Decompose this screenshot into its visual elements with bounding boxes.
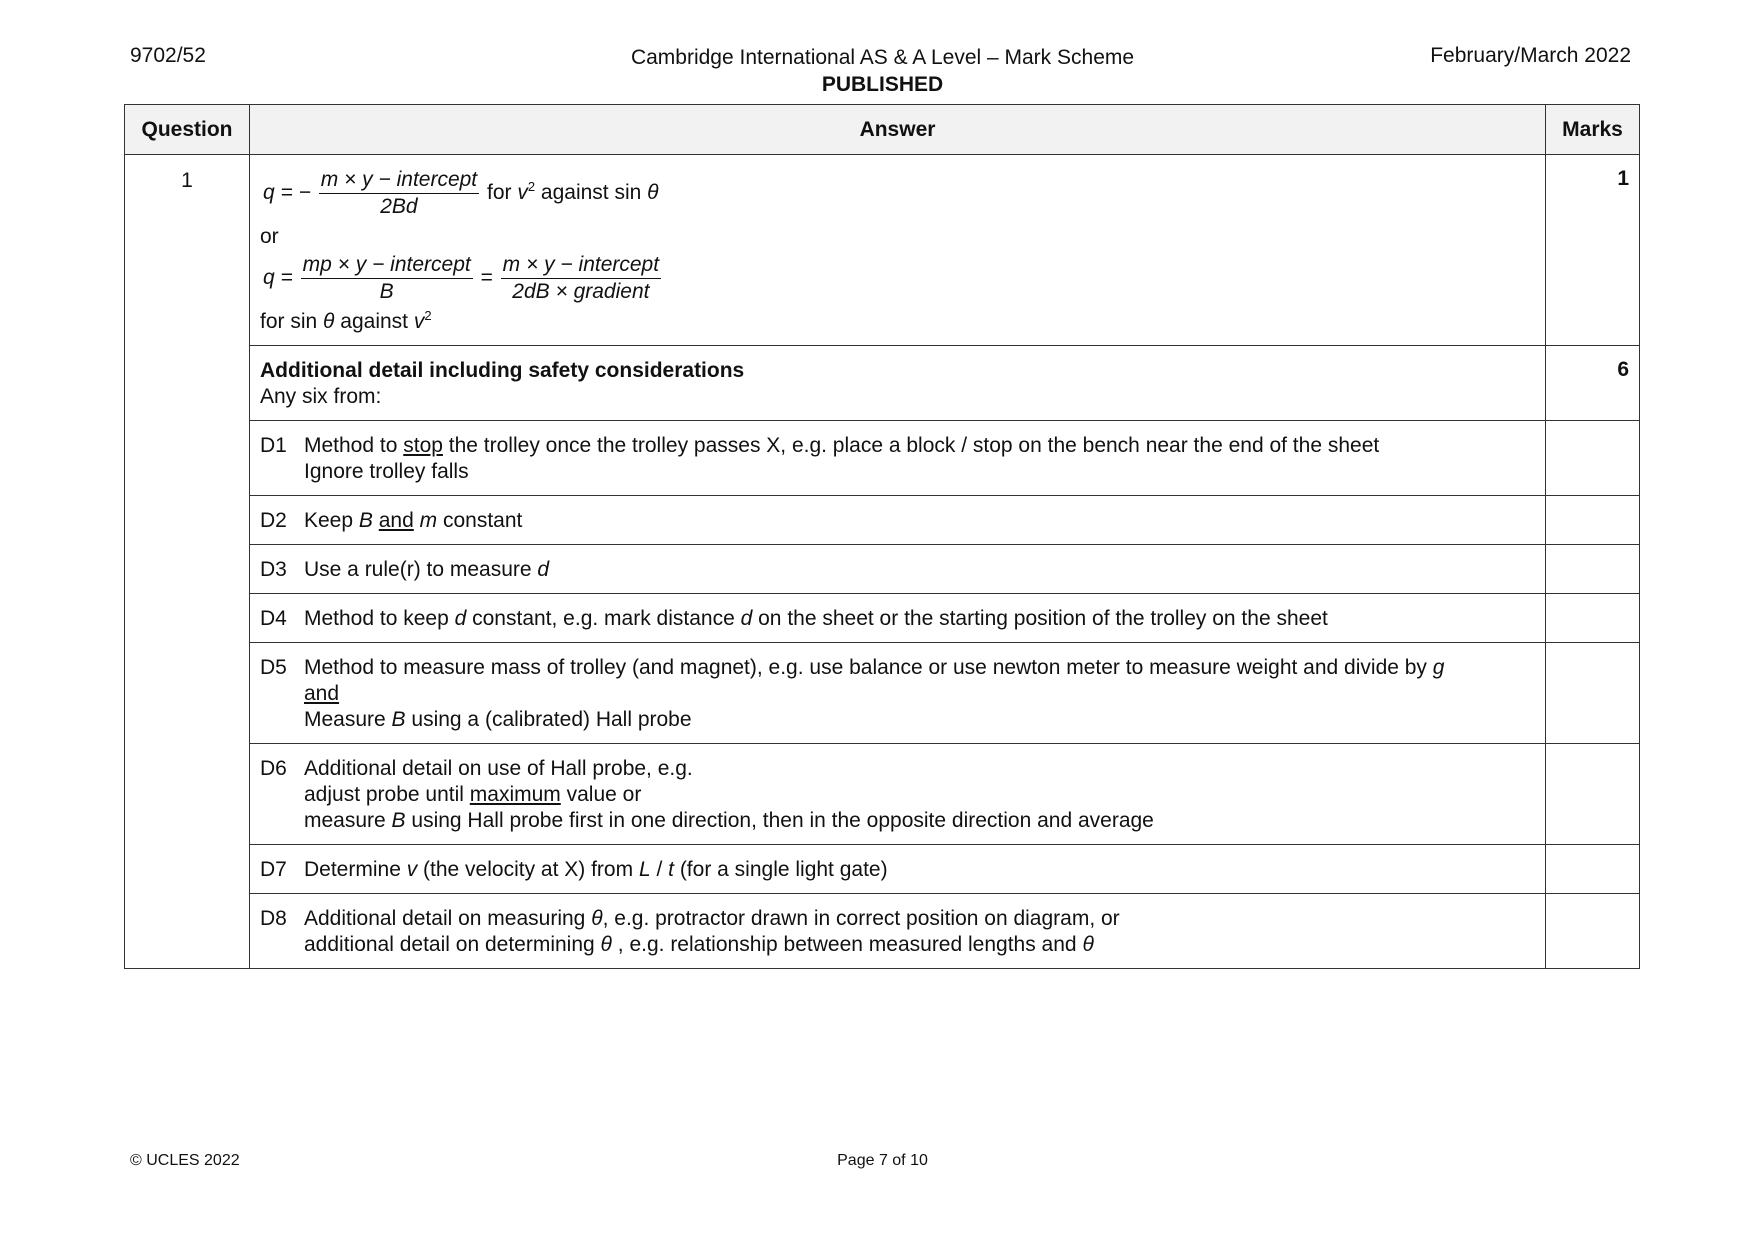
- point-label: D5: [260, 656, 287, 679]
- fraction-denominator: 2Bd: [380, 195, 418, 218]
- point-label: D4: [260, 607, 287, 630]
- text: the trolley once the trolley passes X, e.g. place a block / stop on the bench near the end of the sheet: [442, 434, 1380, 457]
- marking-point-d5: [250, 643, 1546, 744]
- point-text: [304, 508, 1535, 534]
- marking-point-d7: [250, 845, 1546, 894]
- point-label: D2: [260, 509, 287, 532]
- answer-cell-heading: [250, 346, 1546, 421]
- marks-header: Marks: [1546, 105, 1640, 155]
- table-row: [125, 346, 1640, 421]
- text: adjust probe until: [304, 783, 470, 806]
- point-text: [304, 655, 1535, 733]
- question-header: Question: [125, 105, 250, 155]
- text: Method to keep: [304, 607, 455, 630]
- text: Method to: [304, 434, 404, 457]
- marking-point-d6: [250, 744, 1546, 845]
- variable: d: [454, 607, 467, 630]
- marking-point-d3: [250, 545, 1546, 594]
- variable-v: v: [517, 181, 528, 205]
- text: using a (calibrated) Hall probe: [405, 708, 692, 731]
- exponent: 2: [424, 308, 432, 323]
- answer-header: Answer: [250, 105, 1546, 155]
- text: Ignore trolley falls: [304, 460, 469, 483]
- formula-2-note: [260, 309, 1535, 335]
- text: Additional detail on use of Hall probe, e.g.: [304, 757, 693, 780]
- fraction: [319, 167, 479, 220]
- mark-scheme-table: [124, 104, 1640, 969]
- exam-code: 9702/52: [130, 44, 206, 67]
- fraction-numerator: m × y − intercept: [319, 167, 479, 194]
- variable: B: [358, 509, 373, 532]
- text: /: [650, 858, 669, 881]
- fraction-denominator: 2dB × gradient: [512, 280, 650, 303]
- marks-empty: [1546, 594, 1640, 643]
- title-text: Cambridge International AS & A Level – Mark Scheme: [630, 46, 1135, 69]
- fraction-denominator: B: [379, 280, 394, 303]
- marking-point-d1: [250, 421, 1546, 496]
- variable: d: [740, 607, 753, 630]
- variable: θ: [600, 933, 612, 956]
- point-label: D7: [260, 858, 287, 881]
- formula-text: against: [340, 310, 408, 333]
- point-text: [304, 756, 1535, 834]
- text: value or: [560, 783, 642, 806]
- point-text: [304, 857, 1535, 883]
- marks-empty: [1546, 894, 1640, 969]
- fraction: [301, 252, 473, 305]
- text: using Hall probe first in one direction, then in the opposite direction and average: [405, 809, 1154, 832]
- underlined-text: stop: [403, 434, 443, 457]
- text: Additional detail on measuring: [304, 907, 592, 930]
- table-row: [125, 594, 1640, 643]
- point-text: [304, 906, 1535, 958]
- formula-lhs: q =: [263, 266, 293, 290]
- marks-empty: [1546, 643, 1640, 744]
- equals-sign: =: [480, 266, 493, 290]
- variable: v: [406, 858, 418, 881]
- point-label: D6: [260, 757, 287, 780]
- fraction-numerator: mp × y − intercept: [301, 252, 473, 279]
- marks-value: 6: [1546, 346, 1640, 421]
- or-text: or: [260, 225, 279, 248]
- formula-text: against sin: [540, 181, 642, 205]
- formula-text: for: [486, 181, 512, 205]
- formula-1: [263, 167, 1535, 220]
- variable: m: [419, 509, 438, 532]
- variable: θ: [1082, 933, 1094, 956]
- point-label: D8: [260, 907, 287, 930]
- variable: L: [638, 858, 651, 881]
- variable: d: [537, 558, 550, 581]
- text: on the sheet or the starting position of the trolley on the sheet: [752, 607, 1328, 630]
- marks-empty: [1546, 496, 1640, 545]
- exam-session: February/March 2022: [1430, 44, 1631, 67]
- fraction: [501, 252, 661, 305]
- table-row: [125, 894, 1640, 969]
- text: , e.g. relationship between measured lengths and: [611, 933, 1083, 956]
- point-text: [304, 606, 1535, 632]
- page-number: Page 7 of 10: [837, 1152, 928, 1169]
- text: Determine: [304, 858, 407, 881]
- section-heading: Additional detail including safety considerations: [260, 359, 745, 382]
- table-row: [125, 155, 1640, 346]
- marks-empty: [1546, 845, 1640, 894]
- copyright: © UCLES 2022: [130, 1152, 240, 1169]
- text: constant: [437, 509, 523, 532]
- point-text: [304, 433, 1535, 485]
- exponent: 2: [527, 179, 536, 195]
- text: (the velocity at X) from: [417, 858, 639, 881]
- text: Use a rule(r) to measure: [304, 558, 538, 581]
- variable-theta: θ: [323, 310, 335, 333]
- variable: B: [391, 809, 406, 832]
- text: (for a single light gate): [673, 858, 888, 881]
- text: Method to measure mass of trolley (and magnet), e.g. use balance or use newton meter to measure weight and divide by: [304, 656, 1433, 679]
- table-row: [125, 496, 1640, 545]
- variable-theta: θ: [647, 181, 659, 205]
- formula-text: for sin: [260, 310, 318, 333]
- underlined-text: and: [304, 682, 340, 705]
- variable-v: v: [413, 310, 425, 333]
- variable: θ: [591, 907, 603, 930]
- question-number: 1: [125, 155, 250, 969]
- variable: g: [1432, 656, 1445, 679]
- marks-value: 1: [1546, 155, 1640, 346]
- formula-2: [263, 252, 1535, 305]
- published-label: PUBLISHED: [821, 73, 944, 96]
- point-label: D3: [260, 558, 287, 581]
- text: , e.g. protractor drawn in correct position on diagram, or: [602, 907, 1120, 930]
- text: Keep: [304, 509, 359, 532]
- answer-cell-formula: [250, 155, 1546, 346]
- formula-lhs: q = −: [263, 181, 311, 205]
- table-row: [125, 643, 1640, 744]
- section-subheading: Any six from:: [260, 385, 382, 408]
- table-row: [125, 421, 1640, 496]
- marking-point-d8: [250, 894, 1546, 969]
- marks-empty: [1546, 421, 1640, 496]
- underlined-text: maximum: [469, 783, 561, 806]
- variable: B: [391, 708, 406, 731]
- marking-point-d2: [250, 496, 1546, 545]
- table-row: [125, 545, 1640, 594]
- fraction-numerator: m × y − intercept: [501, 252, 661, 279]
- table-header-row: [125, 105, 1640, 155]
- marking-point-d4: [250, 594, 1546, 643]
- variable: t: [668, 858, 674, 881]
- table-row: [125, 845, 1640, 894]
- point-text: [304, 557, 1535, 583]
- point-label: D1: [260, 434, 287, 457]
- text: additional detail on determining: [304, 933, 601, 956]
- table-row: [125, 744, 1640, 845]
- text: measure: [304, 809, 392, 832]
- underlined-text: and: [378, 509, 414, 532]
- marks-empty: [1546, 744, 1640, 845]
- marks-empty: [1546, 545, 1640, 594]
- text: Measure: [304, 708, 392, 731]
- text: constant, e.g. mark distance: [466, 607, 741, 630]
